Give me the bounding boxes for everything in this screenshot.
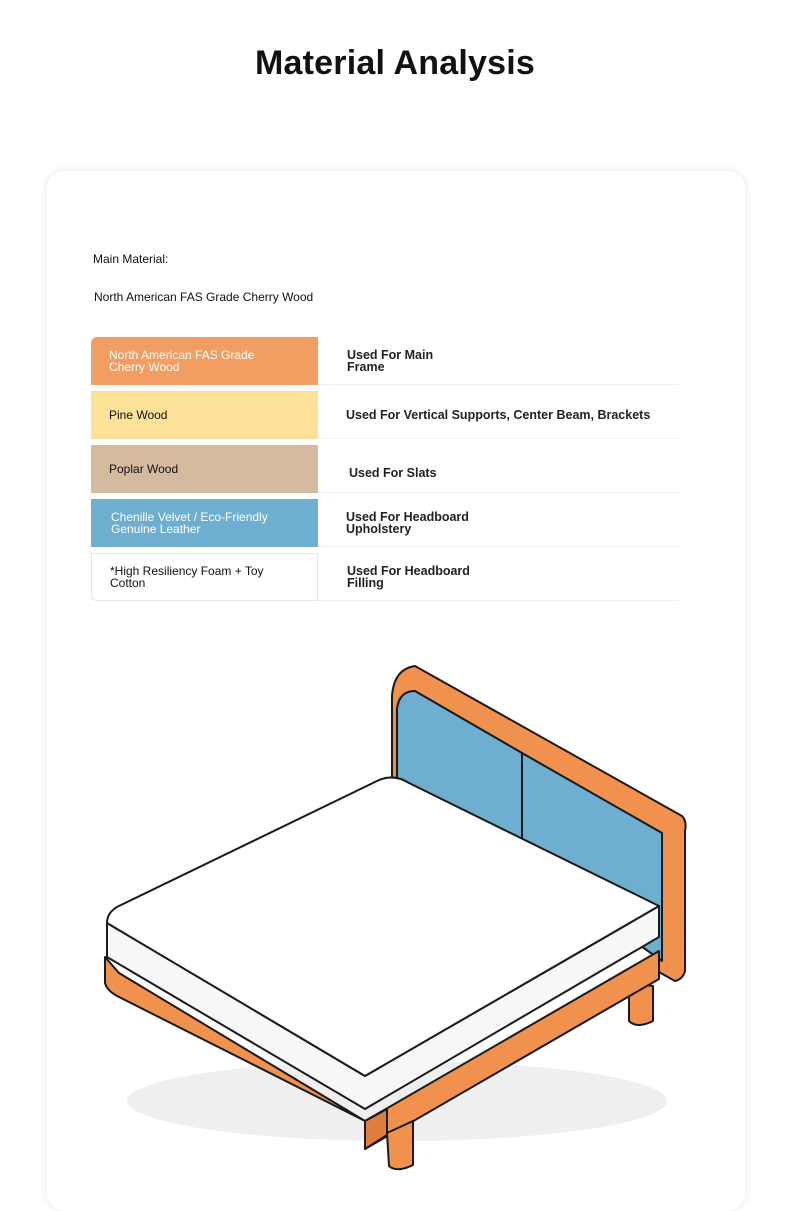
material-usage: [346, 391, 676, 439]
material-swatch: [91, 445, 318, 493]
material-usage: [347, 553, 677, 601]
material-usage: [347, 337, 677, 385]
material-usage-text: Used For Slats: [349, 466, 437, 480]
material-row: [91, 391, 679, 439]
page-title: Material Analysis: [255, 44, 535, 82]
bed-illustration: [97, 661, 707, 1181]
material-usage-text: Used For Main Frame: [347, 348, 434, 374]
material-swatch: [91, 553, 318, 601]
row-divider: [318, 600, 679, 601]
material-usage-text: Used For Headboard Upholstery: [346, 510, 469, 536]
main-material-label: Main Material:: [93, 252, 169, 266]
material-swatch: [91, 391, 318, 439]
material-usage: [346, 499, 676, 547]
row-divider: [318, 384, 679, 385]
material-table: [91, 337, 679, 601]
row-divider: [318, 438, 679, 439]
material-usage-text: Used For Vertical Supports, Center Beam, Brackets: [346, 408, 651, 422]
material-name: Pine Wood: [109, 408, 168, 422]
material-row: [91, 337, 679, 385]
main-material-value: North American FAS Grade Cherry Wood: [94, 290, 314, 304]
material-usage-text: Used For Headboard Filling: [347, 564, 470, 590]
material-row: [91, 445, 679, 493]
material-card: [47, 171, 745, 1211]
material-swatch: [91, 337, 318, 385]
material-name: North American FAS Grade Cherry Wood: [109, 348, 255, 374]
row-divider: [318, 546, 679, 547]
material-swatch: [91, 499, 318, 547]
bed-icon: [105, 666, 686, 1169]
material-row: [91, 499, 679, 547]
material-name: Poplar Wood: [109, 462, 179, 476]
material-row: [91, 553, 679, 601]
material-usage: [349, 449, 679, 497]
material-name: *High Resiliency Foam + Toy Cotton: [110, 564, 264, 590]
row-divider: [318, 492, 679, 493]
material-name: Chenille Velvet / Eco-Friendly Genuine Leather: [111, 510, 268, 536]
